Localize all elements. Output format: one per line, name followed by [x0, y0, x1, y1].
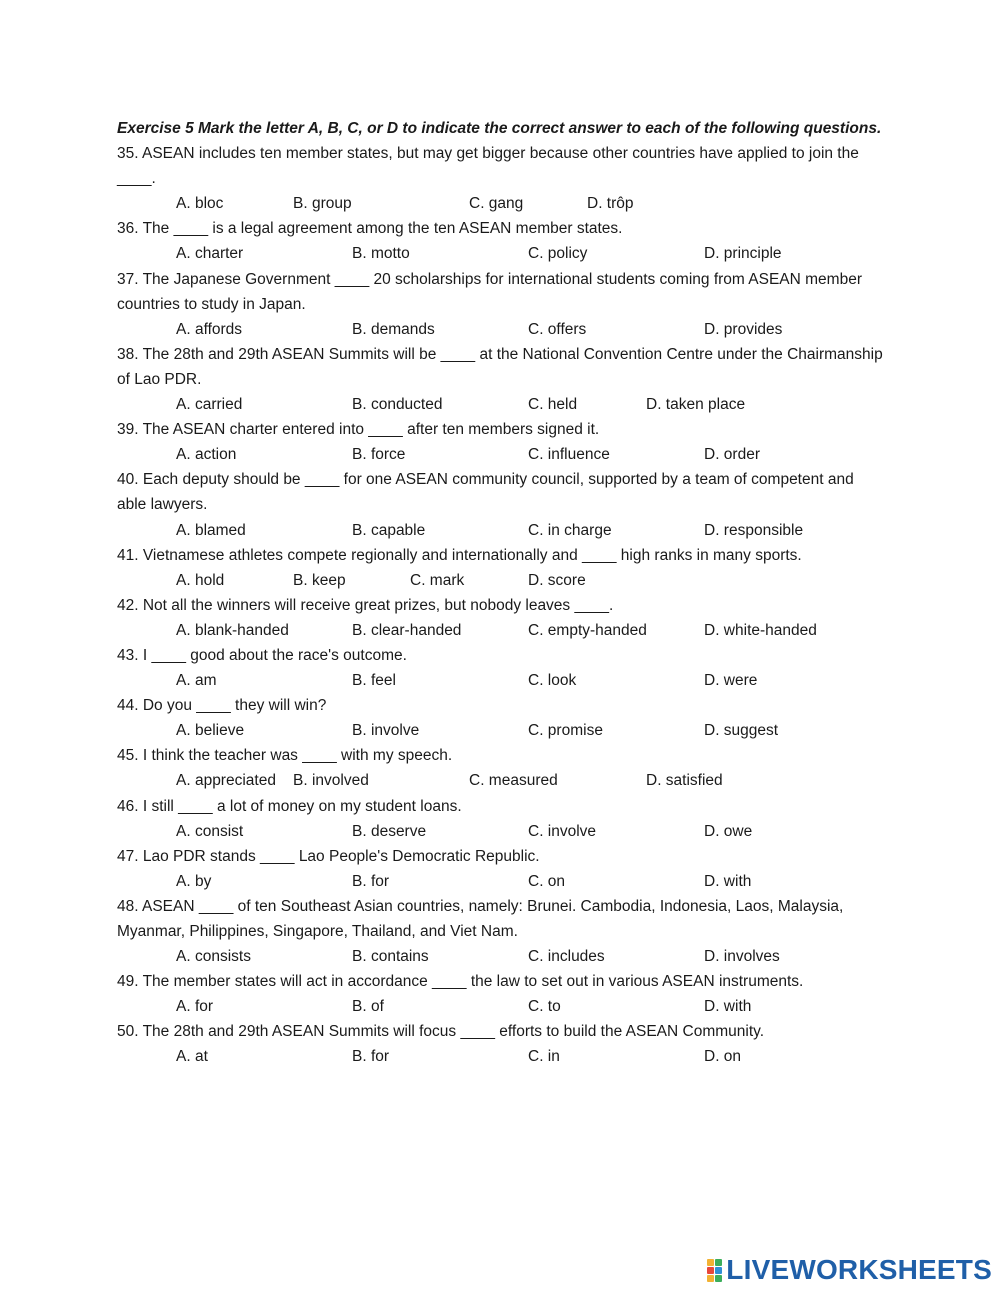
option-50-d[interactable]: D. on: [704, 1048, 742, 1066]
option-50-a[interactable]: A. at: [176, 1048, 208, 1066]
option-45-a[interactable]: A. appreciated: [176, 772, 276, 790]
question-41: 41. Vietnamese athletes compete regionally and internationally and ____ high ranks in many sports.: [117, 546, 802, 564]
option-37-b[interactable]: B. demands: [352, 320, 435, 338]
options-45: [117, 768, 887, 793]
question-48: 48. ASEAN ____ of ten Southeast Asian countries, namely: Brunei. Cambodia, Indonesia, Laos, Malaysia, Myanmar, Philippines, Singapore, Thailand, and Viet Nam.: [117, 897, 848, 940]
question-49: 49. The member states will act in accordance ____ the law to set out in various ASEAN instruments.: [117, 973, 804, 991]
option-46-a[interactable]: A. consist: [176, 822, 244, 840]
question-50: 50. The 28th and 29th ASEAN Summits will focus ____ efforts to build the ASEAN Community.: [117, 1023, 765, 1041]
option-35-b[interactable]: B. group: [293, 195, 352, 213]
option-45-d[interactable]: D. satisfied: [646, 772, 723, 790]
question-38: 38. The 28th and 29th ASEAN Summits will be ____ at the National Convention Centre under the Chairmanship of Lao PDR.: [117, 345, 888, 388]
option-36-d[interactable]: D. principle: [704, 245, 782, 263]
option-46-d[interactable]: D. owe: [704, 822, 753, 840]
option-38-b[interactable]: B. conducted: [352, 396, 443, 414]
logo-text: LIVEWORKSHEETS: [726, 1254, 992, 1285]
option-49-c[interactable]: C. to: [528, 998, 561, 1016]
option-45-c[interactable]: C. measured: [469, 772, 558, 790]
option-40-b[interactable]: B. capable: [352, 521, 426, 539]
question-36: 36. The ____ is a legal agreement among the ten ASEAN member states.: [117, 220, 623, 238]
option-35-c[interactable]: C. gang: [469, 195, 524, 213]
options-48: [117, 944, 887, 969]
option-38-a[interactable]: A. carried: [176, 396, 243, 414]
question-40: 40. Each deputy should be ____ for one ASEAN community council, supported by a team of competent and able lawyers.: [117, 471, 859, 514]
options-36: [117, 241, 887, 266]
option-44-c[interactable]: C. promise: [528, 722, 603, 740]
logo-block: [715, 1275, 722, 1282]
question-47: 47. Lao PDR stands ____ Lao People's Democratic Republic.: [117, 847, 540, 865]
liveworksheets-logo: [707, 1254, 992, 1286]
logo-block: [715, 1259, 722, 1266]
option-48-b[interactable]: B. contains: [352, 948, 429, 966]
option-47-b[interactable]: B. for: [352, 872, 390, 890]
options-42: [117, 618, 887, 643]
options-39: [117, 442, 887, 467]
option-50-b[interactable]: B. for: [352, 1048, 390, 1066]
option-41-b[interactable]: B. keep: [293, 571, 346, 589]
option-49-b[interactable]: B. of: [352, 998, 384, 1016]
option-37-c[interactable]: C. offers: [528, 320, 587, 338]
option-46-b[interactable]: B. deserve: [352, 822, 427, 840]
options-50: [117, 1044, 887, 1069]
option-37-d[interactable]: D. provides: [704, 320, 783, 338]
question-43: 43. I ____ good about the race's outcome.: [117, 646, 407, 664]
option-44-a[interactable]: A. believe: [176, 722, 245, 740]
option-39-d[interactable]: D. order: [704, 446, 760, 464]
option-47-d[interactable]: D. with: [704, 872, 752, 890]
option-47-c[interactable]: C. on: [528, 872, 566, 890]
option-41-d[interactable]: D. score: [528, 571, 586, 589]
options-44: [117, 718, 887, 743]
logo-block: [707, 1267, 714, 1274]
option-42-b[interactable]: B. clear-handed: [352, 621, 462, 639]
option-48-a[interactable]: A. consists: [176, 948, 251, 966]
option-37-a[interactable]: A. affords: [176, 320, 243, 338]
question-46: 46. I still ____ a lot of money on my student loans.: [117, 797, 462, 815]
option-46-c[interactable]: C. involve: [528, 822, 597, 840]
option-40-c[interactable]: C. in charge: [528, 521, 612, 539]
option-48-c[interactable]: C. includes: [528, 948, 605, 966]
option-45-b[interactable]: B. involved: [293, 772, 369, 790]
option-50-c[interactable]: C. in: [528, 1048, 560, 1066]
option-41-c[interactable]: C. mark: [410, 571, 465, 589]
option-41-a[interactable]: A. hold: [176, 571, 225, 589]
question-45: 45. I think the teacher was ____ with my speech.: [117, 747, 453, 765]
logo-block: [715, 1267, 722, 1274]
exercise-instruction: Exercise 5 Mark the letter A, B, C, or D to indicate the correct answer to each of the following questions.: [117, 120, 882, 137]
option-38-d[interactable]: D. taken place: [646, 396, 746, 414]
option-42-a[interactable]: A. blank-handed: [176, 621, 289, 639]
question-44: 44. Do you ____ they will win?: [117, 697, 327, 715]
option-44-d[interactable]: D. suggest: [704, 722, 779, 740]
question-37: 37. The Japanese Government ____ 20 scholarships for international students coming from ASEAN member countries to study in Japan.: [117, 270, 867, 313]
option-49-d[interactable]: D. with: [704, 998, 752, 1016]
option-40-a[interactable]: A. blamed: [176, 521, 246, 539]
options-35: [117, 191, 887, 216]
option-48-d[interactable]: D. involves: [704, 948, 780, 966]
option-39-c[interactable]: C. influence: [528, 446, 610, 464]
option-36-b[interactable]: B. motto: [352, 245, 410, 263]
worksheet: [117, 116, 887, 1070]
option-49-a[interactable]: A. for: [176, 998, 214, 1016]
option-43-d[interactable]: D. were: [704, 672, 758, 690]
option-39-a[interactable]: A. action: [176, 446, 237, 464]
options-47: [117, 869, 887, 894]
options-46: [117, 819, 887, 844]
logo-block: [707, 1275, 714, 1282]
options-37: [117, 317, 887, 342]
option-47-a[interactable]: A. by: [176, 872, 212, 890]
logo-blocks-icon: [707, 1259, 722, 1282]
question-35: 35. ASEAN includes ten member states, but may get bigger because other countries have applied to join the ____.: [117, 145, 864, 188]
logo-block: [707, 1259, 714, 1266]
options-41: [117, 568, 887, 593]
option-40-d[interactable]: D. responsible: [704, 521, 804, 539]
question-39: 39. The ASEAN charter entered into ____ after ten members signed it.: [117, 421, 600, 439]
option-39-b[interactable]: B. force: [352, 446, 406, 464]
option-43-b[interactable]: B. feel: [352, 672, 396, 690]
option-36-a[interactable]: A. charter: [176, 245, 244, 263]
option-44-b[interactable]: B. involve: [352, 722, 420, 740]
options-40: [117, 518, 887, 543]
option-36-c[interactable]: C. policy: [528, 245, 588, 263]
option-35-d[interactable]: D. trôp: [587, 195, 634, 213]
option-35-a[interactable]: A. bloc: [176, 195, 224, 213]
options-49: [117, 994, 887, 1019]
option-43-a[interactable]: A. am: [176, 672, 217, 690]
option-42-c[interactable]: C. empty-handed: [528, 621, 647, 639]
options-43: [117, 668, 887, 693]
question-42: 42. Not all the winners will receive great prizes, but nobody leaves ____.: [117, 596, 614, 614]
option-38-c[interactable]: C. held: [528, 396, 578, 414]
options-38: [117, 392, 887, 417]
option-42-d[interactable]: D. white-handed: [704, 621, 817, 639]
option-43-c[interactable]: C. look: [528, 672, 577, 690]
